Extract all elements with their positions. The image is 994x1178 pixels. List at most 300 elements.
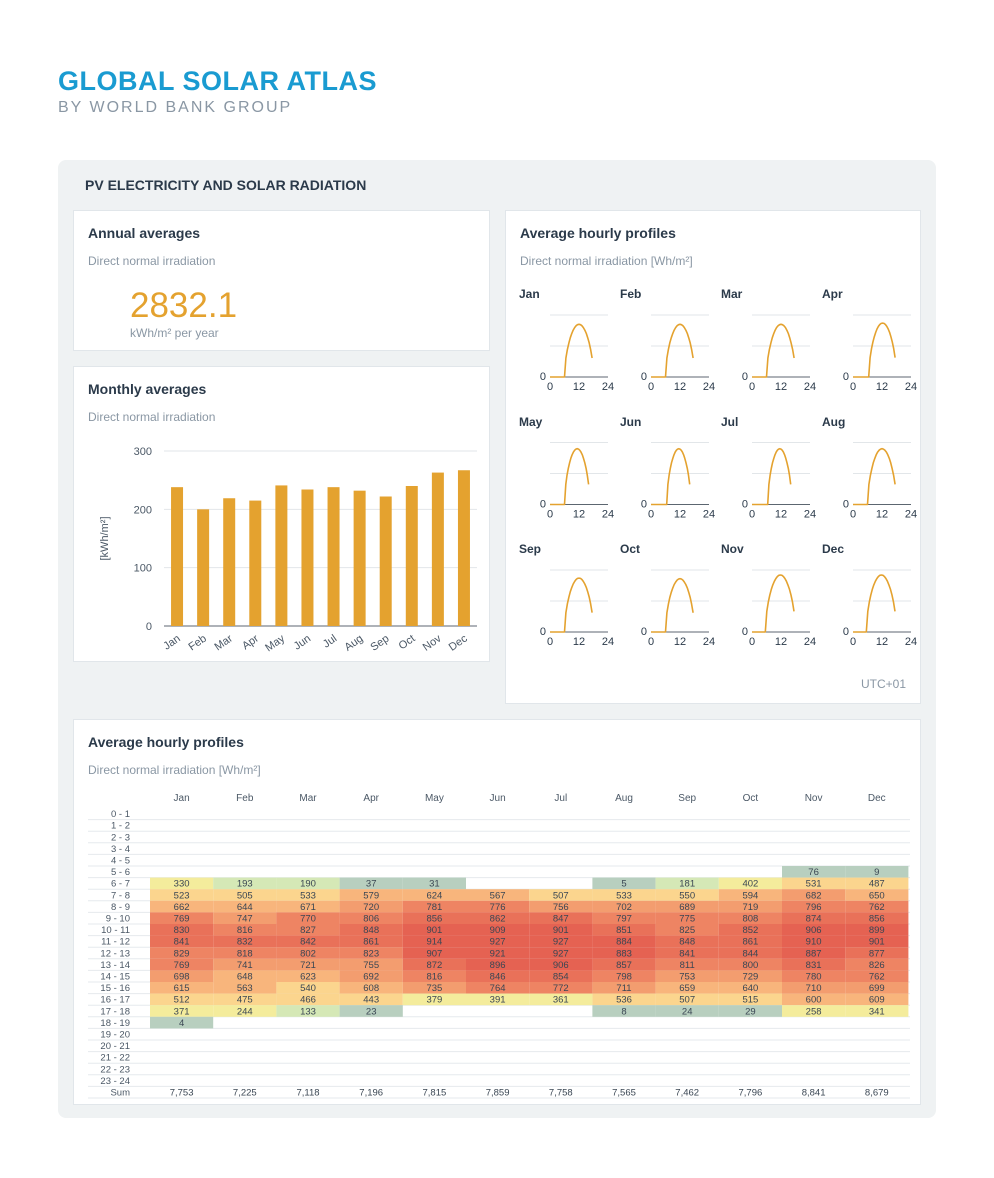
- cell-value: 720: [363, 901, 380, 913]
- row-label: 6 - 7: [110, 878, 130, 890]
- mini-x-tick: 12: [673, 508, 687, 521]
- sum-value: 7,758: [548, 1087, 573, 1099]
- mini-chart-title: Jan: [519, 287, 540, 301]
- cell-value: 896: [489, 959, 506, 971]
- profile-line-aug: [853, 449, 895, 505]
- cell-value: 862: [489, 913, 506, 925]
- x-tick-label: Jan: [161, 632, 183, 653]
- cell-value: 8: [621, 1006, 627, 1018]
- cell-value: 650: [868, 890, 885, 902]
- monthly-bar-chart: [74, 367, 489, 661]
- cell-value: 811: [679, 959, 695, 971]
- cell-value: 507: [679, 994, 696, 1006]
- row-label: 14 - 15: [100, 971, 130, 983]
- cell-value: 659: [679, 983, 696, 995]
- y-axis-label: [kWh/m²]: [99, 516, 111, 561]
- cell-value: 689: [679, 901, 696, 913]
- mini-y-tick: 0: [741, 498, 748, 511]
- cell-value: 579: [363, 890, 380, 902]
- cell-value: 769: [173, 959, 190, 971]
- table-subtitle: Direct normal irradiation [Wh/m²]: [88, 763, 261, 777]
- annual-subtitle: Direct normal irradiation: [88, 254, 216, 268]
- profile-line-feb: [651, 324, 693, 377]
- cell-value: 9: [874, 867, 880, 879]
- mini-y-tick: 0: [741, 626, 748, 638]
- cell-value: 772: [552, 983, 569, 995]
- mini-chart-title: Dec: [822, 542, 845, 556]
- mini-x-tick: 24: [702, 636, 716, 648]
- cell-value: 31: [429, 878, 440, 890]
- cell-value: 756: [552, 901, 569, 913]
- cell-value: 702: [616, 901, 632, 913]
- profile-line-dec: [853, 575, 895, 632]
- cell-value: 379: [426, 994, 443, 1006]
- x-tick-label: Sep: [368, 632, 392, 654]
- bar-sep: [380, 497, 392, 627]
- profile-line-oct: [651, 579, 693, 632]
- cell-value: 802: [300, 948, 316, 960]
- annual-title: Annual averages: [88, 225, 201, 241]
- cell-value: 341: [868, 1006, 885, 1018]
- cell-value: 842: [300, 936, 316, 948]
- cell-value: 244: [236, 1006, 253, 1018]
- column-header: Aug: [615, 793, 633, 804]
- cell-value: 796: [805, 901, 822, 913]
- cell-value: 909: [489, 925, 506, 937]
- mini-x-tick: 24: [904, 636, 918, 648]
- mini-y-tick: 0: [842, 498, 849, 511]
- cell-value: 762: [868, 971, 885, 983]
- mini-chart-title: Feb: [620, 287, 642, 301]
- cell-value: 844: [742, 948, 759, 960]
- mini-x-tick: 12: [673, 636, 687, 648]
- column-header: Mar: [299, 793, 317, 804]
- cell-value: 505: [236, 890, 253, 902]
- cell-value: 901: [868, 936, 885, 948]
- cell-value: 901: [552, 925, 569, 937]
- y-tick-label: 300: [133, 446, 152, 458]
- cell-value: 258: [805, 1006, 822, 1018]
- mini-x-tick: 12: [572, 636, 586, 648]
- cell-value: 391: [489, 994, 506, 1006]
- profile-line-jul: [752, 449, 791, 505]
- row-label: 4 - 5: [110, 855, 130, 867]
- cell-value: 76: [808, 867, 819, 879]
- cell-value: 193: [236, 878, 253, 890]
- bar-apr: [249, 501, 261, 626]
- cell-value: 615: [173, 983, 190, 995]
- row-label: 11 - 12: [101, 936, 130, 948]
- mini-x-tick: 24: [904, 508, 918, 521]
- mini-y-tick: 0: [539, 498, 546, 511]
- bar-jul: [328, 487, 340, 626]
- row-label: 7 - 8: [110, 890, 130, 902]
- cell-value: 181: [679, 878, 696, 890]
- bar-oct: [406, 486, 418, 626]
- cell-value: 846: [489, 971, 506, 983]
- cell-value: 540: [300, 983, 316, 995]
- row-label: 9 - 10: [105, 913, 130, 925]
- cell-value: 710: [805, 983, 822, 995]
- y-tick-label: 100: [133, 562, 152, 575]
- profile-line-apr: [853, 323, 895, 377]
- row-label: 12 - 13: [100, 948, 130, 960]
- cell-value: 523: [173, 890, 190, 902]
- profile-line-may: [550, 449, 589, 505]
- mini-y-tick: 0: [741, 371, 748, 383]
- cell-value: 361: [552, 994, 569, 1006]
- mini-x-tick: 0: [748, 381, 756, 393]
- cell-value: 735: [426, 983, 443, 995]
- x-tick-label: Mar: [212, 632, 235, 654]
- row-label: 21 - 22: [100, 1052, 130, 1064]
- cell-value: 648: [236, 971, 253, 983]
- brand-title: GLOBAL SOLAR ATLAS: [58, 66, 377, 96]
- mini-x-tick: 24: [702, 381, 716, 393]
- y-tick-label: 0: [145, 621, 152, 633]
- bar-dec: [458, 470, 470, 626]
- bar-jan: [171, 487, 183, 626]
- mini-x-tick: 24: [803, 508, 817, 521]
- row-label: 15 - 16: [100, 983, 130, 995]
- cell-value: 856: [426, 913, 443, 925]
- mini-x-tick: 12: [774, 381, 788, 393]
- mini-x-tick: 0: [647, 508, 655, 521]
- cell-value: 623: [300, 971, 316, 983]
- mini-x-tick: 12: [875, 636, 889, 648]
- mini-y-tick: 0: [640, 371, 647, 383]
- column-header: Dec: [867, 793, 886, 804]
- cell-value: 37: [365, 878, 377, 890]
- mini-x-tick: 24: [601, 636, 615, 648]
- column-header: Jan: [173, 793, 190, 804]
- mini-chart-title: Aug: [822, 414, 846, 429]
- mini-x-tick: 0: [546, 381, 554, 393]
- cell-value: 533: [616, 890, 632, 902]
- sum-value: 7,815: [422, 1087, 447, 1099]
- cell-value: 692: [363, 971, 380, 983]
- cell-value: 682: [805, 890, 822, 902]
- cell-value: 872: [426, 959, 443, 971]
- cell-value: 847: [552, 913, 569, 925]
- cell-value: 854: [552, 971, 569, 983]
- cell-value: 927: [552, 936, 569, 948]
- x-tick-label: Nov: [420, 632, 444, 654]
- mini-chart-title: Sep: [519, 542, 542, 556]
- cell-value: 823: [363, 948, 380, 960]
- annual-averages-card: [73, 210, 490, 351]
- cell-value: 624: [426, 890, 443, 902]
- mini-y-tick: 0: [842, 371, 849, 383]
- cell-value: 402: [742, 878, 759, 890]
- sum-value: 7,753: [169, 1087, 194, 1099]
- cell-value: 550: [679, 890, 696, 902]
- hourly-table-card: [73, 719, 921, 1105]
- cell-value: 914: [426, 936, 443, 948]
- mini-y-tick: 0: [640, 626, 647, 638]
- cell-value: 818: [236, 948, 253, 960]
- cell-value: 475: [236, 994, 253, 1006]
- row-label: 23 - 24: [100, 1075, 130, 1087]
- sum-label: Sum: [110, 1087, 130, 1099]
- cell-value: 830: [173, 925, 190, 937]
- bar-feb: [197, 509, 209, 626]
- row-label: 1 - 2: [110, 820, 130, 832]
- mini-chart-title: Oct: [620, 542, 641, 556]
- cell-value: 921: [489, 948, 506, 960]
- mini-y-tick: 0: [640, 498, 647, 511]
- cell-value: 531: [805, 878, 822, 890]
- cell-value: 800: [742, 959, 759, 971]
- row-label: 10 - 11: [101, 925, 130, 937]
- cell-value: 640: [742, 983, 759, 995]
- cell-value: 906: [552, 959, 569, 971]
- row-label: 0 - 1: [110, 809, 130, 821]
- cell-value: 927: [552, 948, 569, 960]
- cell-value: 775: [679, 913, 696, 925]
- column-header: Apr: [363, 793, 379, 804]
- cell-value: 608: [363, 983, 380, 995]
- mini-x-tick: 0: [849, 636, 857, 648]
- cell-value: 827: [300, 925, 316, 937]
- cell-value: 515: [742, 994, 759, 1006]
- cell-value: 671: [300, 901, 316, 913]
- cell-value: 769: [173, 913, 190, 925]
- cell-value: 719: [742, 901, 759, 913]
- row-label: 17 - 18: [100, 1006, 130, 1018]
- mini-x-tick: 12: [572, 381, 586, 393]
- x-tick-label: Feb: [186, 632, 209, 654]
- annual-value: 2832.1: [130, 286, 238, 325]
- column-header: Oct: [742, 793, 759, 804]
- cell-value: 841: [173, 936, 190, 948]
- mini-y-tick: 0: [539, 371, 546, 383]
- section-title: PV ELECTRICITY AND SOLAR RADIATION: [85, 177, 367, 193]
- mini-x-tick: 0: [849, 508, 857, 521]
- cell-value: 567: [489, 890, 506, 902]
- cell-value: 907: [426, 948, 443, 960]
- cell-value: 741: [236, 959, 253, 971]
- cell-value: 533: [300, 890, 316, 902]
- cell-value: 883: [616, 948, 632, 960]
- bar-aug: [354, 491, 366, 626]
- cell-value: 776: [489, 901, 506, 913]
- mini-x-tick: 24: [803, 381, 817, 393]
- annual-unit: kWh/m² per year: [130, 326, 219, 340]
- mini-x-tick: 12: [875, 508, 889, 521]
- mini-x-tick: 0: [647, 381, 655, 393]
- profile-line-sep: [550, 578, 592, 632]
- cell-value: 826: [868, 959, 885, 971]
- cell-value: 698: [173, 971, 190, 983]
- timezone-label: UTC+01: [860, 677, 906, 691]
- profile-line-nov: [752, 575, 794, 632]
- cell-value: 24: [681, 1006, 693, 1018]
- hourly-heat-table: [74, 720, 920, 1104]
- bar-nov: [432, 473, 444, 626]
- cell-value: 831: [805, 959, 822, 971]
- cell-value: 644: [236, 901, 253, 913]
- mini-x-tick: 0: [748, 508, 756, 521]
- cell-value: 747: [236, 913, 253, 925]
- bar-mar: [223, 498, 235, 626]
- mini-x-tick: 0: [546, 508, 554, 521]
- x-tick-label: Oct: [396, 632, 418, 653]
- cell-value: 927: [489, 936, 506, 948]
- cell-value: 721: [300, 959, 316, 971]
- cell-value: 466: [300, 994, 316, 1006]
- row-label: 8 - 9: [110, 901, 130, 913]
- cell-value: 856: [868, 913, 885, 925]
- cell-value: 877: [868, 948, 885, 960]
- mini-chart-title: Jun: [620, 414, 642, 429]
- profile-line-jan: [550, 324, 592, 377]
- mini-x-tick: 12: [673, 381, 687, 393]
- mini-x-tick: 12: [774, 508, 788, 521]
- bar-may: [275, 485, 287, 626]
- x-tick-label: Dec: [446, 632, 470, 654]
- cell-value: 190: [300, 878, 316, 890]
- cell-value: 906: [805, 925, 822, 937]
- cell-value: 600: [805, 994, 822, 1006]
- column-header: Jun: [489, 793, 506, 804]
- cell-value: 848: [363, 925, 380, 937]
- sum-value: 8,841: [801, 1087, 826, 1099]
- cell-value: 861: [363, 936, 380, 948]
- cell-value: 841: [679, 948, 696, 960]
- mini-x-tick: 12: [875, 381, 889, 393]
- cell-value: 910: [805, 936, 822, 948]
- mini-y-tick: 0: [539, 626, 546, 638]
- row-label: 20 - 21: [100, 1041, 130, 1053]
- sum-value: 7,462: [675, 1087, 700, 1099]
- mini-x-tick: 12: [774, 636, 788, 648]
- cell-value: 755: [363, 959, 380, 971]
- mini-chart-title: Mar: [721, 287, 743, 301]
- row-label: 5 - 6: [110, 867, 130, 879]
- mini-x-tick: 12: [572, 508, 586, 521]
- hourly-subtitle: Direct normal irradiation [Wh/m²]: [520, 254, 693, 268]
- cell-value: 798: [616, 971, 632, 983]
- cell-value: 563: [236, 983, 253, 995]
- sum-value: 7,118: [296, 1087, 320, 1099]
- cell-value: 764: [489, 983, 506, 995]
- sum-value: 7,225: [232, 1087, 257, 1099]
- cell-value: 899: [868, 925, 885, 937]
- sum-value: 7,796: [738, 1087, 763, 1099]
- x-tick-label: Jul: [320, 632, 340, 651]
- mini-x-tick: 24: [803, 636, 817, 648]
- mini-chart-title: May: [519, 414, 543, 429]
- cell-value: 781: [426, 901, 443, 913]
- y-tick-label: 200: [133, 504, 152, 517]
- cell-value: 4: [178, 1017, 185, 1029]
- cell-value: 536: [616, 994, 632, 1006]
- mini-x-tick: 0: [647, 636, 655, 648]
- sum-value: 7,565: [612, 1087, 636, 1099]
- cell-value: 797: [616, 913, 632, 925]
- cell-value: 901: [426, 925, 443, 937]
- cell-value: 330: [173, 878, 190, 890]
- x-tick-label: May: [263, 632, 288, 655]
- row-label: 18 - 19: [100, 1017, 130, 1029]
- cell-value: 770: [300, 913, 316, 925]
- cell-value: 848: [679, 936, 696, 948]
- monthly-averages-card: [73, 366, 490, 662]
- column-header: Sep: [678, 793, 697, 804]
- cell-value: 443: [363, 994, 380, 1006]
- cell-value: 729: [742, 971, 759, 983]
- cell-value: 829: [173, 948, 190, 960]
- mini-chart-title: Apr: [822, 287, 843, 301]
- cell-value: 699: [868, 983, 885, 995]
- mini-chart-title: Jul: [721, 414, 739, 429]
- profile-line-jun: [651, 449, 690, 505]
- cell-value: 753: [679, 971, 696, 983]
- row-label: 3 - 4: [110, 843, 130, 855]
- cell-value: 5: [621, 878, 627, 890]
- mini-x-tick: 24: [601, 381, 615, 393]
- sum-value: 7,196: [359, 1087, 384, 1099]
- mini-x-tick: 24: [702, 508, 716, 521]
- sum-value: 8,679: [864, 1087, 889, 1099]
- cell-value: 887: [805, 948, 822, 960]
- mini-x-tick: 24: [904, 381, 918, 393]
- column-header: Jul: [554, 793, 568, 804]
- cell-value: 711: [616, 983, 632, 995]
- cell-value: 133: [300, 1006, 316, 1018]
- cell-value: 762: [868, 901, 885, 913]
- hourly-mini-charts: [506, 211, 920, 703]
- cell-value: 884: [616, 936, 632, 948]
- cell-value: 861: [742, 936, 759, 948]
- mini-x-tick: 0: [849, 381, 857, 393]
- cell-value: 832: [236, 936, 253, 948]
- cell-value: 371: [173, 1006, 190, 1018]
- hourly-profiles-card: [505, 210, 921, 704]
- row-label: 13 - 14: [100, 959, 130, 971]
- cell-value: 874: [805, 913, 822, 925]
- cell-value: 594: [742, 890, 759, 902]
- cell-value: 512: [173, 994, 190, 1006]
- bar-jun: [301, 490, 313, 627]
- cell-value: 23: [365, 1006, 377, 1018]
- cell-value: 487: [868, 878, 885, 890]
- cell-value: 857: [616, 959, 632, 971]
- cell-value: 816: [426, 971, 443, 983]
- mini-chart-title: Nov: [721, 542, 744, 556]
- cell-value: 609: [868, 994, 885, 1006]
- row-label: 16 - 17: [100, 994, 130, 1006]
- row-label: 22 - 23: [100, 1064, 130, 1076]
- mini-x-tick: 24: [601, 508, 615, 521]
- x-tick-label: Aug: [342, 632, 366, 654]
- column-header: Nov: [804, 793, 823, 804]
- mini-x-tick: 0: [546, 636, 554, 648]
- cell-value: 662: [173, 901, 190, 913]
- x-tick-label: Jun: [291, 632, 314, 653]
- cell-value: 851: [616, 925, 632, 937]
- column-header: May: [424, 793, 444, 804]
- cell-value: 806: [363, 913, 380, 925]
- cell-value: 825: [679, 925, 696, 937]
- monthly-title: Monthly averages: [88, 381, 207, 397]
- cell-value: 808: [742, 913, 759, 925]
- mini-x-tick: 0: [748, 636, 756, 648]
- cell-value: 507: [552, 890, 569, 902]
- column-header: Feb: [236, 793, 254, 804]
- cell-value: 29: [745, 1006, 756, 1018]
